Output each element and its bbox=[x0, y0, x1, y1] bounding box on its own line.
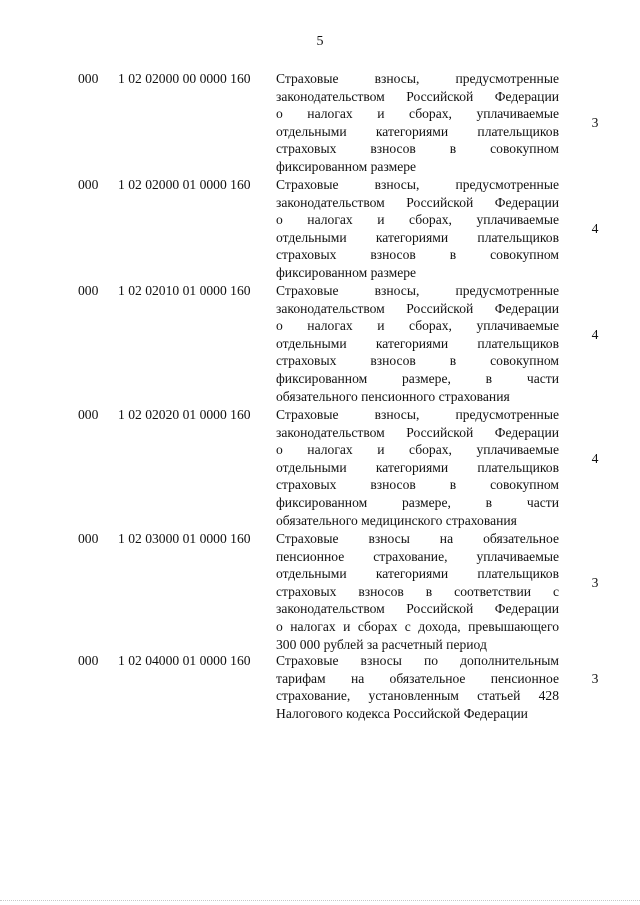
description-line: страховых взносов в совокупном bbox=[276, 353, 559, 369]
row-description bbox=[276, 70, 559, 176]
description-line: страховых взносов в совокупном bbox=[276, 141, 559, 157]
description-line: страхование, установленным статьей 428 bbox=[276, 688, 559, 704]
row-description bbox=[276, 176, 559, 282]
table-row bbox=[0, 70, 640, 176]
row-value: 4 bbox=[591, 221, 599, 236]
row-description bbox=[276, 530, 559, 653]
row-description bbox=[276, 652, 559, 722]
row-value: 4 bbox=[591, 451, 599, 466]
description-line: фиксированном размере bbox=[276, 158, 417, 174]
revenue-codes-table bbox=[0, 70, 640, 724]
budget-classification-code: 1 02 02000 00 0000 160 bbox=[118, 71, 251, 86]
admin-code: 000 bbox=[78, 531, 99, 546]
description-line: законодательством Российской Федерации bbox=[276, 601, 559, 617]
budget-classification-code: 1 02 04000 01 0000 160 bbox=[118, 653, 251, 668]
description-line: законодательством Российской Федерации bbox=[276, 194, 559, 210]
description-line: о налогах и сборах, уплачиваемые bbox=[276, 212, 559, 228]
budget-classification-code: 1 02 02020 01 0000 160 bbox=[118, 407, 251, 422]
row-value: 3 bbox=[591, 671, 599, 686]
budget-classification-code: 1 02 02000 01 0000 160 bbox=[118, 177, 251, 192]
page-number: 5 bbox=[316, 34, 324, 49]
description-line: законодательством Российской Федерации bbox=[276, 300, 559, 316]
admin-code: 000 bbox=[78, 407, 99, 422]
description-line: отдельными категориями плательщиков bbox=[276, 459, 559, 475]
admin-code: 000 bbox=[78, 283, 99, 298]
table-row bbox=[0, 406, 640, 530]
description-line: фиксированном размере bbox=[276, 264, 417, 280]
description-line: отдельными категориями плательщиков bbox=[276, 566, 559, 582]
description-line: Налогового кодекса Российской Федерации bbox=[276, 705, 528, 721]
description-line: отдельными категориями плательщиков bbox=[276, 335, 559, 351]
description-line: законодательством Российской Федерации bbox=[276, 424, 559, 440]
row-value: 3 bbox=[591, 115, 599, 130]
description-line: страховых взносов в совокупном bbox=[276, 477, 559, 493]
description-line: страховых взносов в соответствии с bbox=[276, 583, 559, 599]
description-line: пенсионное страхование, уплачиваемые bbox=[276, 548, 559, 564]
table-row bbox=[0, 282, 640, 406]
description-line: обязательного пенсионного страхования bbox=[276, 388, 510, 404]
description-line: о налогах и сборах с дохода, превышающего bbox=[276, 618, 559, 634]
description-line: 300 000 рублей за расчетный период bbox=[276, 636, 487, 652]
description-line: о налогах и сборах, уплачиваемые bbox=[276, 442, 559, 458]
row-value: 3 bbox=[591, 575, 599, 590]
description-line: Страховые взносы по дополнительным bbox=[276, 653, 559, 668]
description-line: тарифам на обязательное пенсионное bbox=[276, 670, 559, 686]
description-line: Страховые взносы на обязательное bbox=[276, 531, 559, 546]
table-row bbox=[0, 530, 640, 652]
admin-code: 000 bbox=[78, 177, 99, 192]
row-description bbox=[276, 406, 559, 529]
table-row bbox=[0, 652, 640, 724]
description-line: законодательством Российской Федерации bbox=[276, 88, 559, 104]
row-description bbox=[276, 282, 559, 405]
description-line: фиксированном размере, в части bbox=[276, 370, 559, 386]
description-line: Страховые взносы, предусмотренные bbox=[276, 177, 559, 192]
description-line: Страховые взносы, предусмотренные bbox=[276, 283, 559, 298]
description-line: о налогах и сборах, уплачиваемые bbox=[276, 318, 559, 334]
table-row bbox=[0, 176, 640, 282]
budget-classification-code: 1 02 03000 01 0000 160 bbox=[118, 531, 251, 546]
description-line: о налогах и сборах, уплачиваемые bbox=[276, 106, 559, 122]
page-bottom-edge bbox=[0, 900, 640, 903]
description-line: страховых взносов в совокупном bbox=[276, 247, 559, 263]
description-line: отдельными категориями плательщиков bbox=[276, 229, 559, 245]
description-line: фиксированном размере, в части bbox=[276, 494, 559, 510]
description-line: Страховые взносы, предусмотренные bbox=[276, 71, 559, 86]
budget-classification-code: 1 02 02010 01 0000 160 bbox=[118, 283, 251, 298]
description-line: обязательного медицинского страхования bbox=[276, 512, 517, 528]
description-line: отдельными категориями плательщиков bbox=[276, 123, 559, 139]
description-line: Страховые взносы, предусмотренные bbox=[276, 407, 559, 422]
admin-code: 000 bbox=[78, 71, 99, 86]
row-value: 4 bbox=[591, 327, 599, 342]
admin-code: 000 bbox=[78, 653, 99, 668]
